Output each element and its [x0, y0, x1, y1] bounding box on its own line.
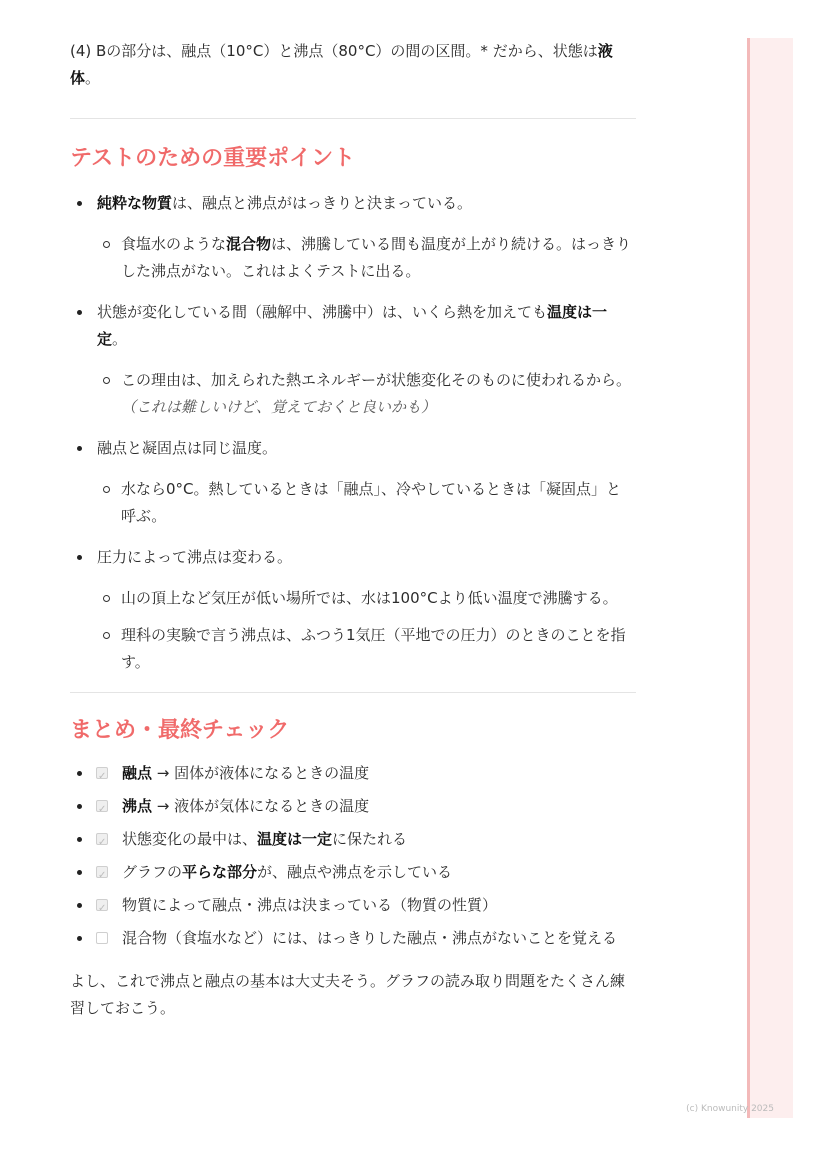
item-text: グラフの [122, 863, 183, 881]
item-text: 状態変化の最中は、 [122, 830, 258, 848]
divider [70, 118, 636, 119]
list-item [70, 544, 636, 571]
checklist-item [70, 793, 636, 820]
bold-text: 混合物 [226, 235, 272, 253]
list-item [70, 435, 636, 462]
checkbox-checked[interactable] [96, 767, 108, 779]
section-heading-summary: まとめ・最終チェック [70, 718, 290, 743]
checkbox-checked[interactable] [96, 866, 108, 878]
checklist-item [70, 826, 636, 853]
sub-list-item [70, 476, 636, 530]
checkbox-checked[interactable] [96, 833, 108, 845]
checklist-item [70, 859, 636, 886]
document-body [70, 38, 636, 1022]
sub-list-item [70, 231, 636, 285]
sub-list-item [70, 622, 636, 676]
checkbox-unchecked[interactable] [96, 932, 108, 944]
item-text: 物質によって融点・沸点は決まっている（物質の性質） [122, 896, 498, 914]
sub-list-item [70, 585, 636, 612]
sub-list-item [70, 367, 636, 421]
intro-bold-liquid: 液体 [70, 42, 613, 87]
item-text: が、融点や沸点を示している [257, 863, 453, 881]
intro-text: (4) Bの部分は、融点（10°C）と沸点（80°C）の間の区間。* だから、状態は [70, 42, 598, 60]
bold-text: 温度は一定 [97, 303, 608, 348]
intro-paragraph [70, 38, 636, 92]
checkbox-checked[interactable] [96, 899, 108, 911]
item-text: 。 [112, 330, 128, 348]
list-item [70, 299, 636, 353]
item-text: 水なら0°C。熱しているときは「融点」、冷やしているときは「凝固点」と呼ぶ。 [121, 480, 622, 525]
item-text: → 固体が液体になるときの温度 [152, 764, 370, 782]
item-text: → 液体が気体になるときの温度 [152, 797, 370, 815]
checklist-item [70, 892, 636, 919]
item-text: 山の頂上など気圧が低い場所では、水は100°Cより低い温度で沸騰する。 [121, 589, 618, 607]
item-text: この理由は、加えられた熱エネルギーが状態変化そのものに使われるから。 [121, 371, 632, 389]
divider [70, 692, 636, 693]
checklist-item [70, 925, 636, 952]
checkbox-checked[interactable] [96, 800, 108, 812]
copyright-footer: (c) Knowunity 2025 [686, 1104, 774, 1114]
checklist-item [70, 760, 636, 787]
bold-text: 純粋な物質 [97, 194, 173, 212]
item-text: に保たれる [332, 830, 408, 848]
closing-paragraph: よし、これで沸点と融点の基本は大丈夫そう。グラフの読み取り問題をたくさん練習しておこう。 [70, 972, 626, 1017]
item-text: は、融点と沸点がはっきりと決まっている。 [172, 194, 473, 212]
bold-text: 温度は一定 [257, 830, 333, 848]
section-heading-test-points: テストのための重要ポイント [70, 146, 356, 171]
bold-text: 沸点 [122, 797, 153, 815]
list-item [70, 190, 636, 217]
item-text: 理科の実験で言う沸点は、ふつう1気圧（平地での圧力）のときのことを指す。 [121, 626, 626, 671]
item-text: 食塩水のような [121, 235, 227, 253]
item-text: 圧力によって沸点は変わる。 [97, 548, 293, 566]
italic-note: （これは難しいけど、覚えておくと良いかも） [121, 398, 437, 416]
item-text: 混合物（食塩水など）には、はっきりした融点・沸点がないことを覚える [122, 929, 618, 947]
item-text: 融点と凝固点は同じ温度。 [97, 439, 278, 457]
item-text: は、沸騰している間も温度が上がり続ける。はっきりした沸点がない。これはよくテストに出る。 [121, 235, 632, 280]
notebook-margin-strip [747, 38, 793, 1118]
bold-text: 平らな部分 [182, 863, 258, 881]
intro-text-end: 。 [85, 69, 101, 87]
bold-text: 融点 [122, 764, 153, 782]
item-text: 状態が変化している間（融解中、沸騰中）は、いくら熱を加えても [97, 303, 548, 321]
